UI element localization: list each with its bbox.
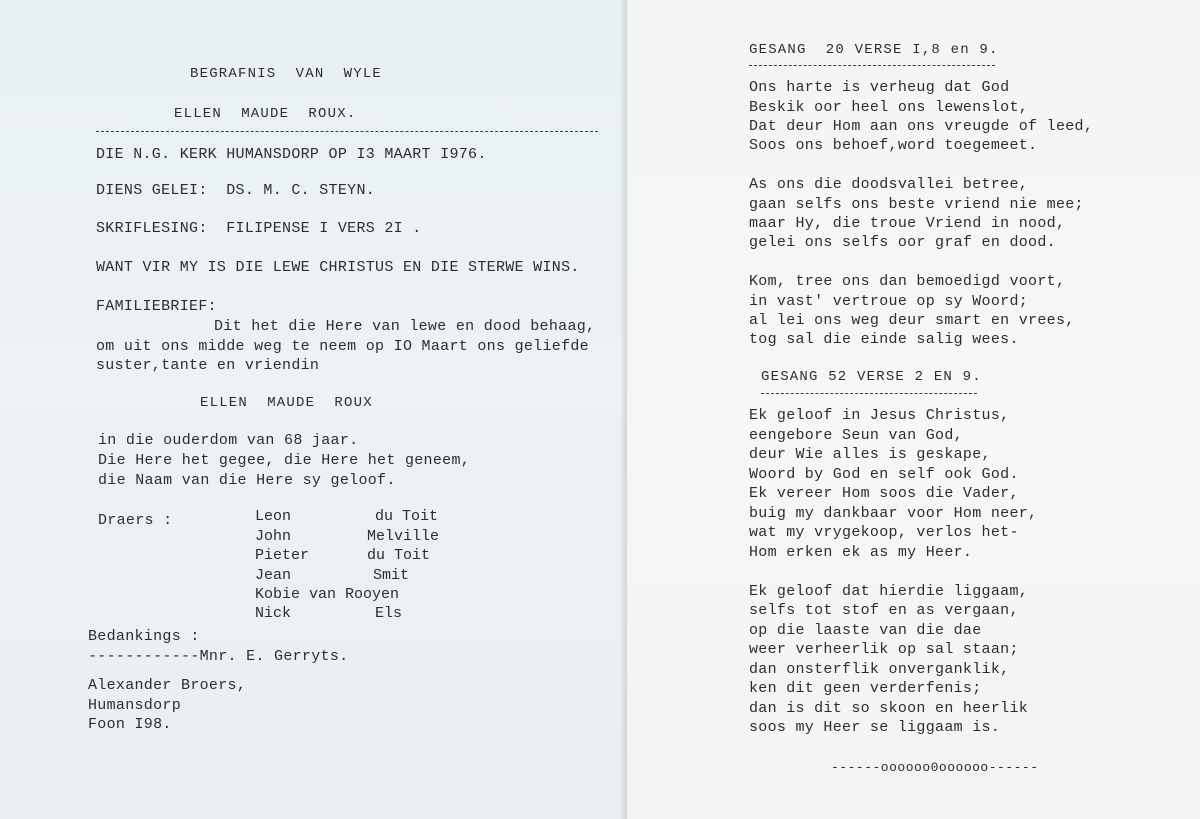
hymn-line: deur Wie alles is geskape, [749,446,991,463]
diens-gelei: DIENS GELEI: DS. M. C. STEYN. [96,182,376,199]
bedankings-label: Bedankings : [88,628,200,645]
familiebrief-heading: FAMILIEBRIEF: [96,298,217,315]
age-line: die Naam van die Here sy geloof. [98,472,396,489]
service-line: DIE N.G. KERK HUMANSDORP OP I3 MAART I976. [96,146,487,163]
hymn-line: op die laaste van die dae [749,622,982,639]
draer-surname: du Toit [367,547,431,564]
undertaker-line: Alexander Broers, [88,677,247,694]
hymn-line: selfs tot stof en as vergaan, [749,602,1019,619]
hymn2-heading: GESANG 52 VERSE 2 EN 9. [761,369,982,385]
hymn1-divider [749,65,995,66]
hymn1-heading: GESANG 20 VERSE I,8 en 9. [749,42,999,58]
hymn-line: al lei ons weg deur smart en vrees, [749,312,1075,329]
hymn-line: buig my dankbaar voor Hom neer, [749,505,1038,522]
undertaker-line: Humansdorp [88,697,182,714]
undertaker-line: Foon I98. [88,716,172,733]
draer-first-name: Pieter [255,547,310,564]
hymn-line: Beskik oor heel ons lewenslot, [749,99,1029,116]
hymn-line: As ons die doodsvallei betree, [749,176,1029,193]
hymn-line: Dat deur Hom aan ons vreugde of leed, [749,118,1094,135]
hymn2-divider [761,393,977,394]
hymn-line: dan is dit so skoon en heerlik [749,700,1029,717]
skriflesing: SKRIFLESING: FILIPENSE I VERS 2I . [96,220,422,237]
draer-surname: Els [375,605,403,622]
hymn-line: Ek geloof in Jesus Christus, [749,407,1010,424]
familiebrief-line: om uit ons midde weg te neem op IO Maart ons geliefde [96,338,589,355]
familiebrief-line: suster,tante en vriendin [96,357,320,374]
title-line-2: ELLEN MAUDE ROUX. [174,106,357,122]
draer-first-name: Leon [255,508,292,525]
age-line: Die Here het gegee, die Here het geneem, [98,452,471,469]
hymn-line: Hom erken ek as my Heer. [749,544,973,561]
title-divider [96,131,598,132]
closing-ornament: ------oooooo0oooooo------ [831,760,1039,775]
age-line: in die ouderdom van 68 jaar. [98,432,359,449]
draer-surname: Melville [367,528,440,545]
draer-surname: Smit [373,567,410,584]
draer-first-name: John [255,528,292,545]
hymn-line: Ek geloof dat hierdie liggaam, [749,583,1029,600]
hymn-line: gaan selfs ons beste vriend nie mee; [749,196,1084,213]
hymn-line: Soos ons behoef,word toegemeet. [749,137,1038,154]
hymn-line: wat my vrygekoop, verlos het- [749,524,1019,541]
familiebrief-line: Dit het die Here van lewe en dood behaag, [214,318,596,335]
hymn-line: eengebore Seun van God, [749,427,963,444]
title-line-1: BEGRAFNIS VAN WYLE [190,66,383,82]
verse-quote: WANT VIR MY IS DIE LEWE CHRISTUS EN DIE STERWE WINS. [96,259,580,276]
draers-label: Draers : [98,512,173,529]
hymn-line: in vast' vertroue op sy Woord; [749,293,1029,310]
hymn-line: Ons harte is verheug dat God [749,79,1010,96]
draer-surname: du Toit [375,508,439,525]
hymn-line: gelei ons selfs oor graf en dood. [749,234,1056,251]
draer-first-name: Kobie van Rooyen [255,586,400,603]
hymn-line: Woord by God en self ook God. [749,466,1019,483]
hymn-line: weer verheerlik op sal staan; [749,641,1019,658]
right-page [626,0,1200,819]
hymn-line: soos my Heer se liggaam is. [749,719,1001,736]
hymn-line: dan onsterflik onverganklik, [749,661,1010,678]
hymn-line: ken dit geen verderfenis; [749,680,982,697]
hymn-line: Ek vereer Hom soos die Vader, [749,485,1019,502]
name-repeat: ELLEN MAUDE ROUX [200,395,373,411]
bedankings-line: ------------Mnr. E. Gerryts. [88,648,349,665]
hymn-line: maar Hy, die troue Vriend in nood, [749,215,1066,232]
hymn-line: Kom, tree ons dan bemoedigd voort, [749,273,1066,290]
draer-first-name: Jean [255,567,292,584]
hymn-line: tog sal die einde salig wees. [749,331,1019,348]
draer-first-name: Nick [255,605,292,622]
